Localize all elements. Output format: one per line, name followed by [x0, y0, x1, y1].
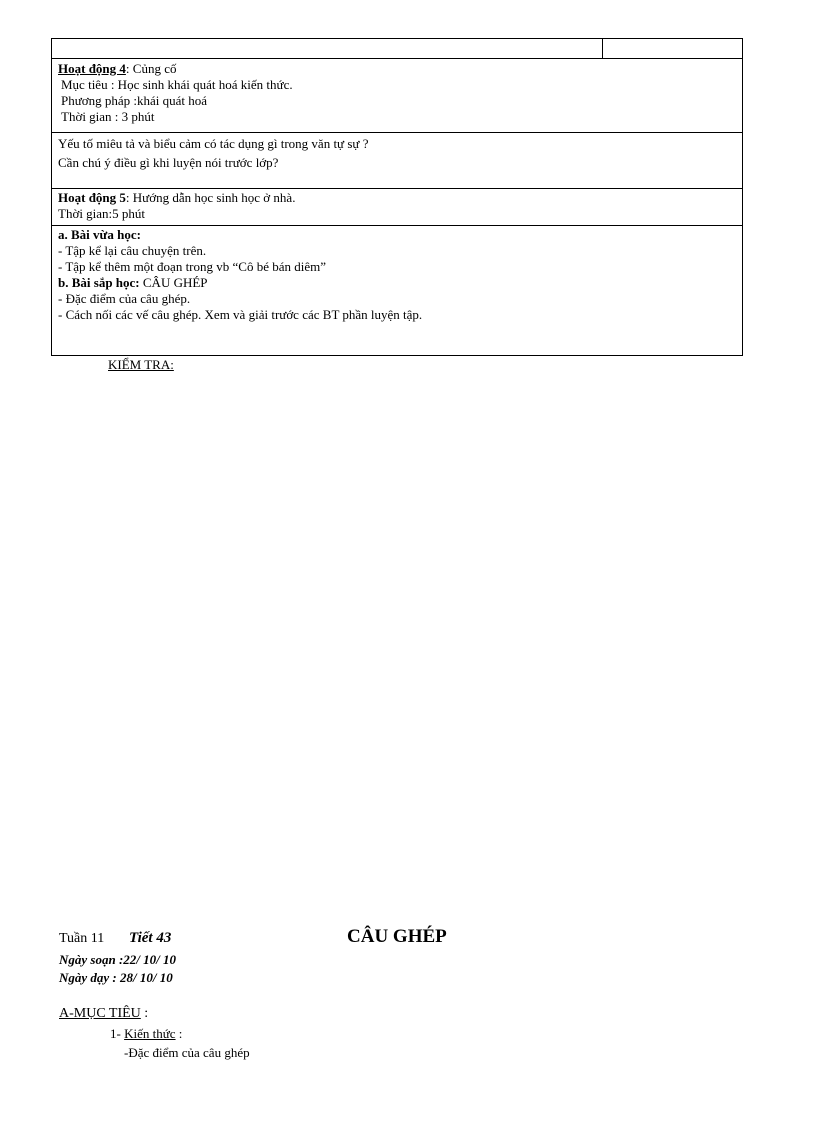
activity-5-text: : Hướng dẫn học sinh học ở nhà. — [125, 190, 296, 205]
question-2: Cần chú ý điều gì khi luyện nói trước lớp? — [58, 155, 279, 170]
homework-b-item-1: - Đặc điểm của câu ghép. — [58, 291, 191, 306]
section-a-colon: : — [140, 1006, 149, 1021]
activity-4-heading — [58, 61, 736, 77]
objective-1-point: -Đặc điểm của câu ghép — [124, 1045, 250, 1060]
homework-b-item-2: - Cách nối các vế câu ghép. Xem và giải trước các BT phần luyện tập. — [58, 307, 423, 322]
homework-a-item-1: - Tập kể lại câu chuyện trên. — [58, 243, 207, 258]
lesson-table — [51, 38, 743, 356]
lesson-title: CÂU GHÉP — [347, 926, 447, 947]
activity-4-objective: Mục tiêu : Học sinh khái quát hoá kiến thức. — [61, 77, 293, 92]
homework-b-label: b. Bài sắp học: — [58, 275, 140, 290]
objective-1-number: 1- — [110, 1026, 125, 1041]
prep-date: Ngày soạn :22/ 10/ 10 — [59, 952, 176, 967]
activity-5-row — [52, 188, 742, 225]
activity-5-heading — [58, 190, 736, 206]
table-header-row — [52, 39, 742, 58]
lesson-week: Tuần 11 — [59, 931, 105, 946]
section-a-label: A-MỤC TIÊU — [59, 1006, 141, 1021]
activity-4-row — [52, 58, 742, 132]
activity-4-label: Hoạt động 4 — [58, 61, 126, 76]
activity-4-time: Thời gian : 3 phút — [61, 109, 155, 124]
homework-b-heading — [58, 275, 736, 291]
kiem-tra-label: KIỂM TRA: — [108, 357, 174, 372]
section-a-heading — [59, 1006, 148, 1022]
activity-4-method: Phương pháp :khái quát hoá — [61, 93, 208, 108]
homework-b-text: CÂU GHÉP — [139, 275, 208, 290]
activity-4-text: : Củng cố — [125, 61, 177, 76]
question-1: Yếu tố miêu tả và biểu cảm có tác dụng gì trong văn tự sự ? — [58, 136, 369, 151]
objective-1-colon: : — [175, 1026, 183, 1041]
activity-5-label: Hoạt động 5 — [58, 190, 126, 205]
teach-date: Ngày dạy : 28/ 10/ 10 — [59, 970, 173, 985]
objective-1 — [110, 1026, 182, 1042]
homework-a-label: a. Bài vừa học: — [58, 227, 141, 242]
homework-a-item-2: - Tập kể thêm một đoạn trong vb “Cô bé bán diêm” — [58, 259, 326, 274]
lesson-period: Tiết 43 — [129, 930, 172, 946]
activity-5-time: Thời gian:5 phút — [58, 206, 146, 221]
column-divider — [602, 39, 603, 58]
objective-1-label: Kiến thức — [124, 1026, 176, 1041]
questions-row — [52, 132, 742, 188]
homework-row — [52, 225, 742, 355]
